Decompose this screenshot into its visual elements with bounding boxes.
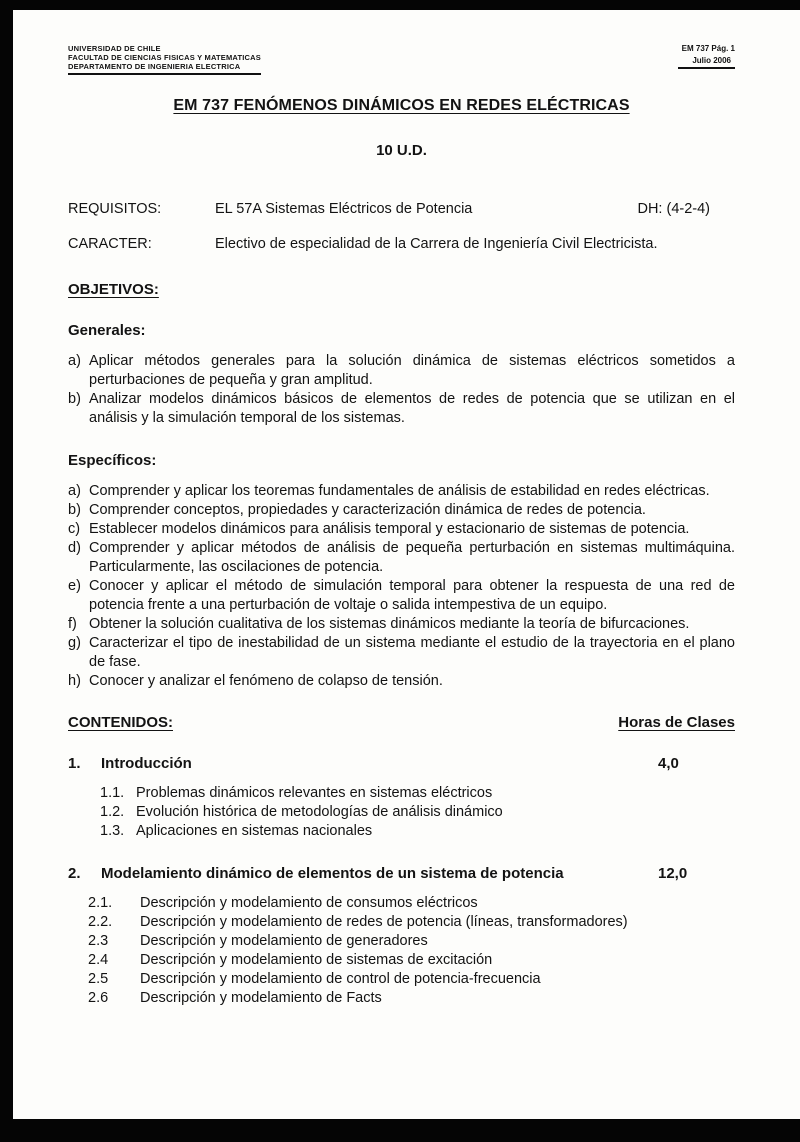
contenidos-list: [68, 754, 735, 1008]
toc-section: [68, 864, 735, 883]
objective-item: [68, 615, 735, 634]
caracter-row: [68, 236, 735, 252]
scan-edge-bottom: [0, 1119, 800, 1142]
item-marker: f): [68, 616, 77, 632]
item-text: Conocer y aplicar el método de simulación temporal para obtener la respuesta de una red de potencia frente a una perturbación de voltaje o salida intempestiva de un equipo.: [89, 578, 735, 613]
toc-item: [88, 970, 735, 989]
item-text: Caracterizar el tipo de inestabilidad de un sistema mediante el estudio de la trayectoria en el plano de fase.: [89, 635, 735, 670]
item-marker: b): [68, 502, 81, 518]
dh-value: DH: (4-2-4): [637, 201, 710, 217]
item-marker: g): [68, 635, 81, 651]
section-items: [100, 784, 735, 841]
scan-edge-left: [0, 0, 13, 1142]
generales-heading: Generales:: [68, 322, 146, 339]
section-hours: 12,0: [658, 865, 688, 882]
item-text: Establecer modelos dinámicos para análisis temporal y estacionario de sistemas de potencia.: [89, 521, 690, 537]
institution-line: DEPARTAMENTO DE INGENIERIA ELECTRICA: [68, 62, 241, 71]
toc-item-text: Descripción y modelamiento de Facts: [140, 990, 382, 1006]
toc-section: [68, 754, 735, 773]
item-marker: a): [68, 353, 81, 369]
section-items: [88, 894, 735, 1008]
scan-edge-top: [0, 0, 800, 10]
contenidos-heading: CONTENIDOS:: [68, 714, 173, 731]
page-header: [68, 44, 735, 75]
toc-item-number: 2.3: [88, 933, 109, 949]
objetivos-heading: OBJETIVOS:: [68, 281, 159, 298]
objective-item: [68, 672, 735, 691]
item-text: Obtener la solución cualitativa de los sistemas dinámicos mediante la teoría de bifurcaciones.: [89, 616, 690, 632]
item-marker: h): [68, 673, 81, 689]
objective-item: [68, 352, 735, 390]
toc-item-text: Descripción y modelamiento de redes de potencia (líneas, transformadores): [140, 914, 628, 930]
toc-item: [88, 913, 735, 932]
toc-item-text: Descripción y modelamiento de consumos eléctricos: [140, 895, 478, 911]
toc-item-number: 1.3.: [100, 823, 125, 839]
objective-item: [68, 390, 735, 428]
requisitos-row: [68, 201, 735, 217]
objective-item: [68, 577, 735, 615]
toc-item: [88, 932, 735, 951]
toc-item-number: 1.2.: [100, 804, 125, 820]
toc-item-number: 1.1.: [100, 785, 125, 801]
document-date: Julio 2006: [678, 56, 735, 69]
course-info: [68, 201, 735, 252]
toc-item-text: Descripción y modelamiento de sistemas de excitación: [140, 952, 493, 968]
section-number: 2.: [68, 865, 81, 882]
requisitos-value: EL 57A Sistemas Eléctricos de Potencia: [215, 201, 473, 217]
item-text: Comprender conceptos, propiedades y caracterización dinámica de redes de potencia.: [89, 502, 646, 518]
toc-item-number: 2.5: [88, 971, 109, 987]
objective-item: [68, 539, 735, 577]
requisitos-label: REQUISITOS:: [68, 201, 162, 217]
toc-item-text: Problemas dinámicos relevantes en sistemas eléctricos: [136, 785, 493, 801]
page-reference: EM 737 Pág. 1: [681, 44, 735, 53]
toc-item-number: 2.2.: [88, 914, 113, 930]
objective-item: [68, 520, 735, 539]
credits-value: 10 U.D.: [376, 142, 427, 159]
section-hours: 4,0: [658, 755, 679, 772]
toc-item: [88, 894, 735, 913]
toc-item-text: Aplicaciones en sistemas nacionales: [136, 823, 373, 839]
institution-line: FACULTAD DE CIENCIAS FISICAS Y MATEMATICAS: [68, 53, 261, 62]
generales-list: [68, 352, 735, 428]
section-number: 1.: [68, 755, 81, 772]
item-marker: a): [68, 483, 81, 499]
section-title: Introducción: [101, 755, 192, 772]
objective-item: [68, 634, 735, 672]
toc-item-number: 2.4: [88, 952, 109, 968]
item-text: Comprender y aplicar los teoremas fundamentales de análisis de estabilidad en redes eléctricas.: [89, 483, 710, 499]
item-text: Analizar modelos dinámicos básicos de elementos de redes de potencia que se utilizan en el análisis y la simulación temporal de los sistemas.: [89, 391, 735, 426]
item-marker: e): [68, 578, 81, 594]
toc-item: [100, 803, 735, 822]
caracter-value: Electivo de especialidad de la Carrera de Ingeniería Civil Electricista.: [215, 236, 658, 252]
caracter-label: CARACTER:: [68, 236, 152, 252]
document-title: EM 737 FENÓMENOS DINÁMICOS EN REDES ELÉCTRICAS: [173, 97, 630, 114]
header-meta: [678, 44, 735, 69]
institution-block: [68, 44, 261, 75]
contenidos-header: [68, 714, 735, 731]
toc-item-text: Descripción y modelamiento de generadores: [140, 933, 428, 949]
item-text: Comprender y aplicar métodos de análisis de pequeña perturbación en sistemas multimáquina. Particularmente, las oscilaciones de potencia.: [89, 540, 735, 575]
toc-item-text: Evolución histórica de metodologías de análisis dinámico: [136, 804, 503, 820]
toc-item-number: 2.6: [88, 990, 109, 1006]
hours-heading: Horas de Clases: [618, 714, 735, 731]
item-marker: c): [68, 521, 81, 537]
especificos-heading: Específicos:: [68, 452, 157, 469]
toc-item-text: Descripción y modelamiento de control de potencia-frecuencia: [140, 971, 541, 987]
toc-item-number: 2.1.: [88, 895, 113, 911]
toc-item: [88, 989, 735, 1008]
item-marker: b): [68, 391, 81, 407]
institution-line: UNIVERSIDAD DE CHILE: [68, 44, 161, 53]
item-text: Aplicar métodos generales para la solución dinámica de sistemas eléctricos sometidos a perturbaciones de pequeña y gran amplitud.: [89, 353, 735, 388]
toc-item: [88, 951, 735, 970]
item-marker: d): [68, 540, 81, 556]
objective-item: [68, 482, 735, 501]
section-title: Modelamiento dinámico de elementos de un sistema de potencia: [101, 865, 564, 882]
item-text: Conocer y analizar el fenómeno de colapso de tensión.: [89, 673, 443, 689]
objective-item: [68, 501, 735, 520]
toc-item: [100, 784, 735, 803]
toc-item: [100, 822, 735, 841]
especificos-list: [68, 482, 735, 691]
